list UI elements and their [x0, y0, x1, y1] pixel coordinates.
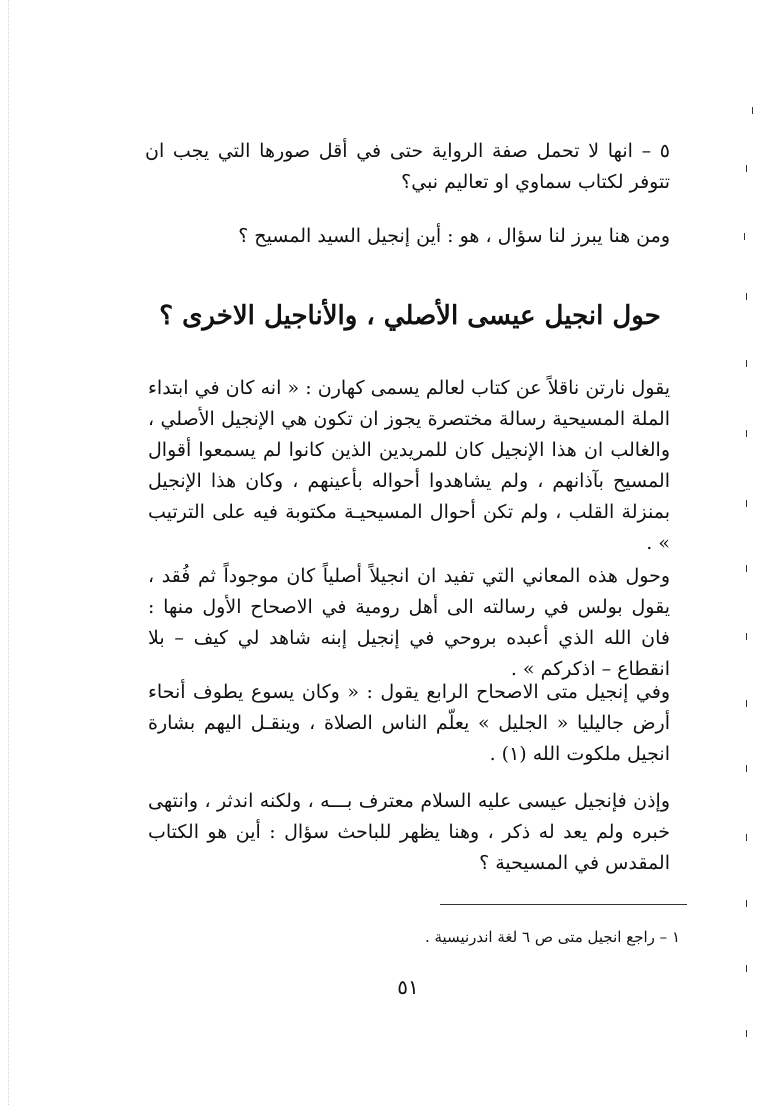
margin-tick [746, 633, 747, 640]
question-line: ومن هنا يبرز لنا سؤال ، هو : أين إنجيل السيد المسيح ؟ [238, 225, 670, 247]
page-edge-left [8, 0, 10, 1105]
margin-tick [746, 900, 747, 907]
margin-tick [744, 233, 745, 240]
margin-tick [746, 765, 747, 772]
footnote: ١ – راجع انجيل متى ص ٦ لغة اندرنيسية . [424, 928, 680, 946]
paragraph-1: يقول نارتن ناقلاً عن كتاب لعالم يسمى كهارن : « انه كان في ابتداء الملة المسيحية رسالة مختصرة يجوز ان تكون هي الإنجيل الأصلي ، والغالب ان هذا الإنجيل كان للمريدين الذين كانوا لم يسمعوا أقوال المسيح بآذانهم ، ولم يشاهدوا أحواله بأعينهم ، وكان هذا الإنجيل بمنزلة القلب ، ولم تكن أحوال المسيحيـة مكتوبة فيه على الترتيب » . [148, 377, 671, 554]
margin-tick [746, 834, 747, 841]
margin-tick [746, 165, 747, 172]
numbered-point-5: ٥ – انها لا تحمل صفة الرواية حتى في أقل صورها التي يجب ان تتوفر لكتاب سماوي او تعاليم نبي؟ [145, 140, 670, 193]
section-heading: حول انجيل عيسى الأصلي ، والأناجيل الاخرى ؟ [159, 301, 661, 331]
margin-tick [746, 500, 747, 507]
paragraph-4: وإذن فإنجيل عيسى عليه السلام معترف بـــه ، ولكنه اندثر ، وانتهى خبره ولم يعد له ذكر ، وهنا يظهر للباحث سؤال : أين هو الكتاب المقدس في المسيحية ؟ [148, 790, 670, 874]
footnote-divider [440, 904, 687, 905]
margin-tick [746, 360, 747, 367]
paragraph-3: وفي إنجيل متى الاصحاح الرابع يقول : « وكان يسوع يطوف أنحاء أرض جاليليا « الجليل » يعلّم الناس الصلاة ، وينقـل اليهم بشارة انجيل ملكوت الله (١) . [148, 681, 670, 765]
page-number: ٥١ [397, 975, 419, 999]
margin-tick [752, 107, 753, 114]
margin-tick [746, 965, 747, 972]
paragraph-2: وحول هذه المعاني التي تفيد ان انجيلاً أصلياً كان موجوداً ثم فُقد ، يقول بولس في رسالته الى أهل رومية في الاصحاح الأول منها : فان الله الذي أعبده بروحي في إنجيل إبنه شاهد لي كيف – بلا انقطاع – اذكركم » . [148, 565, 670, 680]
margin-tick [746, 430, 747, 437]
margin-tick [746, 1030, 747, 1037]
margin-tick [746, 293, 747, 300]
margin-tick [746, 700, 747, 707]
margin-tick [746, 565, 747, 572]
